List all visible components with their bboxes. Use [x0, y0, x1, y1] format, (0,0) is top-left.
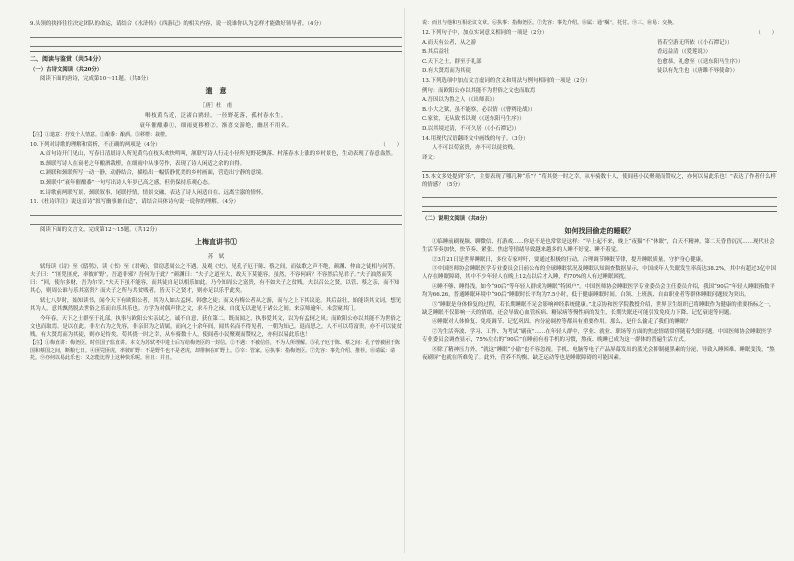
section-2-title: 二、阅读与鉴赏（共54分）	[30, 55, 105, 63]
essay-intro: 阅读下面的文言文，完成第12～15题。（共12分）	[40, 226, 161, 233]
question-15: 15.本文多处提到“乐”，主要表现了哪几种“乐”？“苟其侥一时之幸，从车骑数十人，使闾巷小民聚观而赞叹之，亦何以易此乐也！”表达了作者什么样的情感？（5分）	[422, 173, 776, 188]
option-a	[422, 39, 777, 47]
answer-line[interactable]	[30, 39, 402, 47]
option-e: E.诗歌前两联写景，颈联叙事，尾联抒情，情景交融，表达了诗人闲适自在、远离尘嚣的情怀。	[40, 189, 267, 196]
article-paragraph-4: ④睡不够、睡得浅，如今“90后”等年轻人群成为睡眠“特困户”。中国医师协会睡眠医学专业委员会主任委员介绍，我国“90后”年轻人睡眠指数平均为66.26，普通睡眠环境中“90后”睡眠时长平均为7.5小时，低于健康睡眠时间。白领、上班族、自由职业者等群体睡眠问题较为突出。	[422, 283, 775, 299]
option-b-left: B.其后益壮	[422, 49, 450, 56]
answer-line[interactable]	[422, 199, 777, 207]
poem-line-2: 衰年催酿黍①，细雨更移橙②。渐喜交游绝，幽居不用名。	[139, 122, 293, 129]
left-column	[30, 20, 402, 364]
question-12	[422, 29, 777, 37]
article-paragraph-3: ③中国医师协会睡眠医学专业委员会日前公布的全球睡眠状况及睡眠认知调查数据显示，中国成年人失眠发生率高达38.2%，其中有超过3亿中国人存在睡眠障碍，其中不少年轻人在晚上12点以后才入睡，约70%的人有过睡眠困扰。	[422, 266, 776, 281]
right-column	[422, 20, 777, 363]
subsection-1-title: （一）古诗文阅读（共20分）	[30, 66, 103, 73]
option-b: B.颈联写诗人在衰老之年酿酒栽橙，在细雨中从事劳作，表现了诗人闲适之余的自得。	[40, 160, 246, 167]
note-continued: 说：而且与他和互相论议文章。⑥执事：指梅尧臣。⑦先容：事先介绍。⑧属：通“嘱”，托付。⑨三、⑩易：交换。	[422, 20, 678, 26]
answer-line[interactable]	[30, 30, 402, 38]
article-paragraph-5: ⑤“睡眠是身体修复的过程，若长期睡眠不足会影响神经系统健康。”北京协和医学院教授介绍，世界卫生组织已将睡眠作为健康的重要指标之一，缺乏睡眠不仅影响一天的情绪，还会导致心血管疾病、糖尿病等慢性病的发生，长期失眠还可能引发免疫力下降、记忆衰退等问题。	[422, 301, 775, 316]
option-a: A.首句诗开门见山，写春日清晨诗人所见黄鸟在枝头欢快鸣叫，颔联写诗人行走小径所见野花飘落、村落春水上涨的乡村景色，生动表现了春意盎然。	[40, 151, 396, 158]
option-c-right: 色愈恭，礼愈至（《送东阳马生序》）	[657, 58, 744, 65]
option-c: C.颔联和颈联所写一动一静，动静结合，描绘出一幅恬静优美的乡村画面，营造出宁静的意境。	[40, 170, 267, 177]
answer-paren[interactable]: （ ）	[380, 141, 402, 148]
option-b: B.小大之狱，虽不能察，必以情（《曹刿论战》）	[422, 106, 536, 113]
answer-line[interactable]	[30, 208, 402, 216]
option-d-right: 徒以有先生也（《唐雎不辱使命》）	[657, 68, 738, 75]
question-10	[30, 141, 402, 149]
subsection-2-title: （二）说明文阅读（共8分）	[422, 216, 491, 223]
article-paragraph-7: ⑦为生活奔波、学习、工作、为考试“刷夜”……在年轻人群中，学业、就业、职场等方面的焦虑情绪常伴随着失眠问题。中国医师协会睡眠医学专业委员会调查显示，75%左右的“90后”在睡前有看手机的习惯，熬夜、晚睡已成为这一群体的普遍生活方式。	[422, 328, 772, 344]
essay-paragraph-1: 轼每读《诗》至《鸱鸮》，读《书》至《君奭》，常窃悲周公之不遇。及观《史》，见孔子厄于陈、蔡之间，而弦歌之声不绝，颜渊、仲由之徒相与问答。夫子曰：“‘匪兕匪虎，率彼旷野’，吾道非邪？吾何为于此？”颜渊曰：“夫子之道至大，故天下莫能容。虽然，不容何病？不容然后见君子。”夫子油然而笑曰：“回，使尔多财，吾为尔宰。”夫天下虽不能容，而其徒自足以相乐如此。乃今知周公之富贵，有不如夫子之贫贱。夫以召公之贤，以管、蔡之亲，而不知其心，则周公谁与乐其富贵？而夫子之所与共贫贱者，皆天下之贤才，则亦足以乐乎此矣。	[30, 263, 400, 295]
option-a-right: 皆若空游无所依（《小石潭记》）	[657, 39, 733, 46]
article-paragraph-6: ⑥睡眠对人体修复、免疫调节、记忆巩固、内分泌调控等都具有重要作用。那么，是什么偷走了我们的睡眠？	[432, 319, 691, 326]
essay-note: 【注】①梅直讲：梅尧臣，时任国子监直讲。本文为苏轼考中进士后写给梅尧臣的一封信。②不遇：不被信任，不为人所理解。③孔子厄于陈、蔡之间：孔子曾被困于陈国和蔡国之间，断粮七日。④匪兕匪虎，率彼旷野：不是野牛也不是老虎，却徘徊在旷野上。⑤宰：管家。⑥执事：指梅尧臣。⑦先容：事先介绍、推荐。⑧请属：请托。⑨亦何以易此乐也：又怎能比得上这种快乐呢。⑩且：并且。	[30, 340, 401, 362]
option-d: D.以其境过清，不可久居（《小石潭记》）	[422, 126, 520, 133]
question-10-text: 10.下列对诗歌的理解和赏析，不正确的两项是（4分）	[30, 141, 161, 148]
essay-title: 上梅直讲书①	[195, 236, 237, 246]
option-a-left: A.而天有公者，从之游	[422, 39, 477, 46]
question-13: 13.下列选项中加点文言虚词的含义和用法与例句相同的一项是（2分）	[422, 78, 591, 85]
question-9: 9.头领的抉择往往决定团队的命运，请结合《水浒传》《西游记》的相关内容，说一说谁你认为怎样才能做好领导者。（4分）	[30, 21, 325, 27]
essay-author: 苏 轼	[207, 253, 225, 260]
answer-line[interactable]	[30, 217, 402, 225]
option-d-left: D.有大贤焉而为其徒	[422, 68, 471, 75]
section-divider	[30, 51, 402, 52]
translation-label: 译文：	[422, 154, 439, 161]
article-title: 如何找回偷走的睡眠？	[564, 226, 635, 236]
option-c: C.家贫，无从致书以观（《送东阳马生序》）	[422, 116, 525, 123]
article-paragraph-8: ⑧除了精神压力外，“就这”睡眠“小偷”也不容忽视。手机、电脑等电子产品屏幕发出的蓝光会抑制褪黑素的分泌，导致入睡困难、睡眠变浅，“熬夜刷屏”也就在所难免了。此外，营养不均衡、缺乏运动等也是睡眠障碍的可能因素。	[422, 346, 775, 361]
poem-title: 遣 意	[205, 86, 227, 96]
option-c	[422, 58, 777, 66]
article-paragraph-1: ①临睡前刷视频、聊微信、打游戏……你是不是也常常是这样：“早上起不来，晚上“夜猫”不“休眠”，白天不精神，第二天昏昏沉沉……现代社会生活节奏加快，快节奏、紧张、焦虑等情绪导致越来越多的人睡不好觉、睡不着觉。	[422, 238, 775, 253]
option-d: D.颈联中“衰年催酿黍”一句写出诗人年岁已高之感，但仍保持乐观心态。	[40, 179, 214, 186]
poem-note: 【注】①遣意：抒发个人情意。②酿黍：酿酒。③移橙：栽橙。	[30, 131, 171, 138]
option-c-left: C.天下之士，群至于礼部	[422, 58, 482, 65]
answer-paren[interactable]: （ ）	[755, 30, 777, 36]
essay-paragraph-3: 今年春，天下之士群至于礼部，执事与欧阳公实亲试之。诚不自意，获在第二。既而闻之，执事爱其文，以为有孟轲之风；而欧阳公亦以其能不为世俗之文也而取焉。是以在此。非左右为之先容，非亲旧为之请属，而向之十余年间，闻其名而不得见者，一朝为知己。退而思之，人不可以苟富贵，亦不可以徒贫贱。有大贤焉而为其徒，则亦足恃矣。苟其侥一时之幸，从车骑数十人，使闾巷小民聚观而赞叹之，亦何以易此乐也！	[30, 315, 402, 338]
question-13-example: 例句：而欧阳公亦以其能不为世俗之文也而取焉	[422, 87, 536, 94]
question-14: 14.用现代汉语翻译文中画线的句子。（3分）	[422, 135, 529, 142]
option-b	[422, 48, 777, 56]
question-11: 11.《杜诗详注》说这首诗“叙写幽事兼自适”，请结合具体诗句说一说你的理解。（4分）	[30, 199, 239, 206]
poem-author: ［唐］杜 甫	[199, 103, 233, 110]
poem-intro: 阅读下面的唐诗，完成第10～11题。（共8分）	[40, 76, 152, 83]
question-12-text: 12.下列句子中，加点实词意义相同的一项是（2分）	[422, 30, 548, 36]
option-d	[422, 67, 777, 75]
answer-line[interactable]	[422, 190, 777, 198]
section-divider	[422, 211, 777, 212]
poem-line-1: 啭枝黄鸟近，泛渚白鸥轻。一径野花落，孤村春水生。	[145, 113, 287, 120]
option-b-right: 香远益清（《爱莲说》）	[657, 49, 711, 56]
essay-paragraph-2: 轼七八岁时，始知读书，闻今天下有欧阳公者，其为人如古孟轲、韩愈之徒；而又有梅公者从之游，而与之上下其议论。其后益壮，始能读其文词，想见其为人，意其飘然脱去世俗之乐而自乐其乐也。方学为对偶声律之文，求斗升之禄，自度无以进见于诸公之间。来京师逾年，未尝窥其门。	[30, 297, 402, 312]
column-divider	[404, 8, 405, 553]
question-14-sentence: 人不可以苟富贵，亦不可以徒贫贱。	[432, 145, 519, 152]
option-a: A.吾因以为鲁之人（《出师表》）	[422, 97, 498, 104]
answer-line[interactable]	[422, 164, 777, 172]
article-paragraph-2: ②3月21日是世界睡眠日，多位专家呼吁，要通过积极的行动，合理调节睡眠节律，提升睡眠质量，守护身心健康。	[432, 256, 707, 263]
